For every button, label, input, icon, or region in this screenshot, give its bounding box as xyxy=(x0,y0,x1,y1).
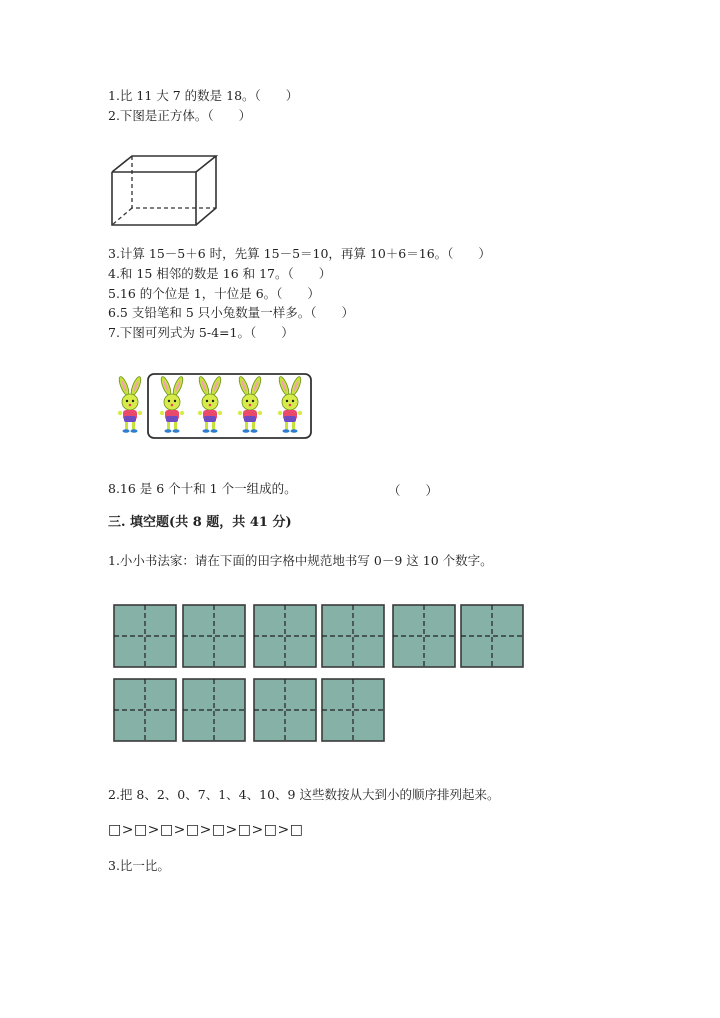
tianzi-cell[interactable] xyxy=(114,605,176,667)
judge-question-3: 3.计算 15－5＋6 时，先算 15－5＝10，再算 10＋6＝16。（ ） xyxy=(108,246,491,261)
rabbit-icon xyxy=(159,376,184,433)
cuboid-hidden-edges xyxy=(132,156,216,208)
judge-question-7: 7.下图可列式为 5-4=1。（ ） xyxy=(108,325,294,340)
tianzi-cell[interactable] xyxy=(114,679,176,741)
section-heading: 三. 填空题(共 8 题，共 41 分) xyxy=(108,515,292,530)
rabbit-icon xyxy=(117,376,142,433)
tianzi-cell[interactable] xyxy=(322,605,384,667)
judge-question-2: 2.下图是正方体。（ ） xyxy=(108,108,252,123)
ordering-blanks[interactable]: □>□>□>□>□>□>□>□ xyxy=(108,822,304,838)
tianzi-cell[interactable] xyxy=(254,605,316,667)
tianzi-cell[interactable] xyxy=(461,605,523,667)
tianzi-cell[interactable] xyxy=(183,605,245,667)
tianzi-grid xyxy=(112,603,527,743)
judge-question-6: 6.5 支铅笔和 5 只小兔数量一样多。（ ） xyxy=(108,305,355,320)
judge-question-5: 5.16 的个位是 1，十位是 6。（ ） xyxy=(108,286,320,301)
fill-question-2: 2.把 8、2、0、7、1、4、10、9 这些数按从大到小的顺序排列起来。 xyxy=(108,787,500,802)
cuboid-hidden-diagonal xyxy=(112,208,132,225)
rabbit-icon xyxy=(277,376,302,433)
cuboid-right-edge xyxy=(196,156,216,225)
rabbit-icon xyxy=(237,376,262,433)
rabbits-figure xyxy=(110,370,315,442)
tianzi-cell[interactable] xyxy=(183,679,245,741)
judge-question-1: 1.比 11 大 7 的数是 18。（ ） xyxy=(108,88,299,103)
cuboid-front-face xyxy=(112,172,196,225)
fill-question-1: 1.小小书法家：请在下面的田字格中规范地书写 0－9 这 10 个数字。 xyxy=(108,553,493,568)
judge-question-4: 4.和 15 相邻的数是 16 和 17。（ ） xyxy=(108,266,332,281)
judge-question-8-answer-paren: （ ） xyxy=(388,483,439,498)
fill-question-3: 3.比一比。 xyxy=(108,858,170,873)
tianzi-cell[interactable] xyxy=(254,679,316,741)
tianzi-cell[interactable] xyxy=(322,679,384,741)
tianzi-cell[interactable] xyxy=(393,605,455,667)
cuboid-figure xyxy=(108,150,220,230)
judge-question-8: 8.16 是 6 个十和 1 个一组成的。 xyxy=(108,481,297,496)
rabbit-icon xyxy=(197,376,222,433)
cuboid-top-face xyxy=(112,156,216,172)
